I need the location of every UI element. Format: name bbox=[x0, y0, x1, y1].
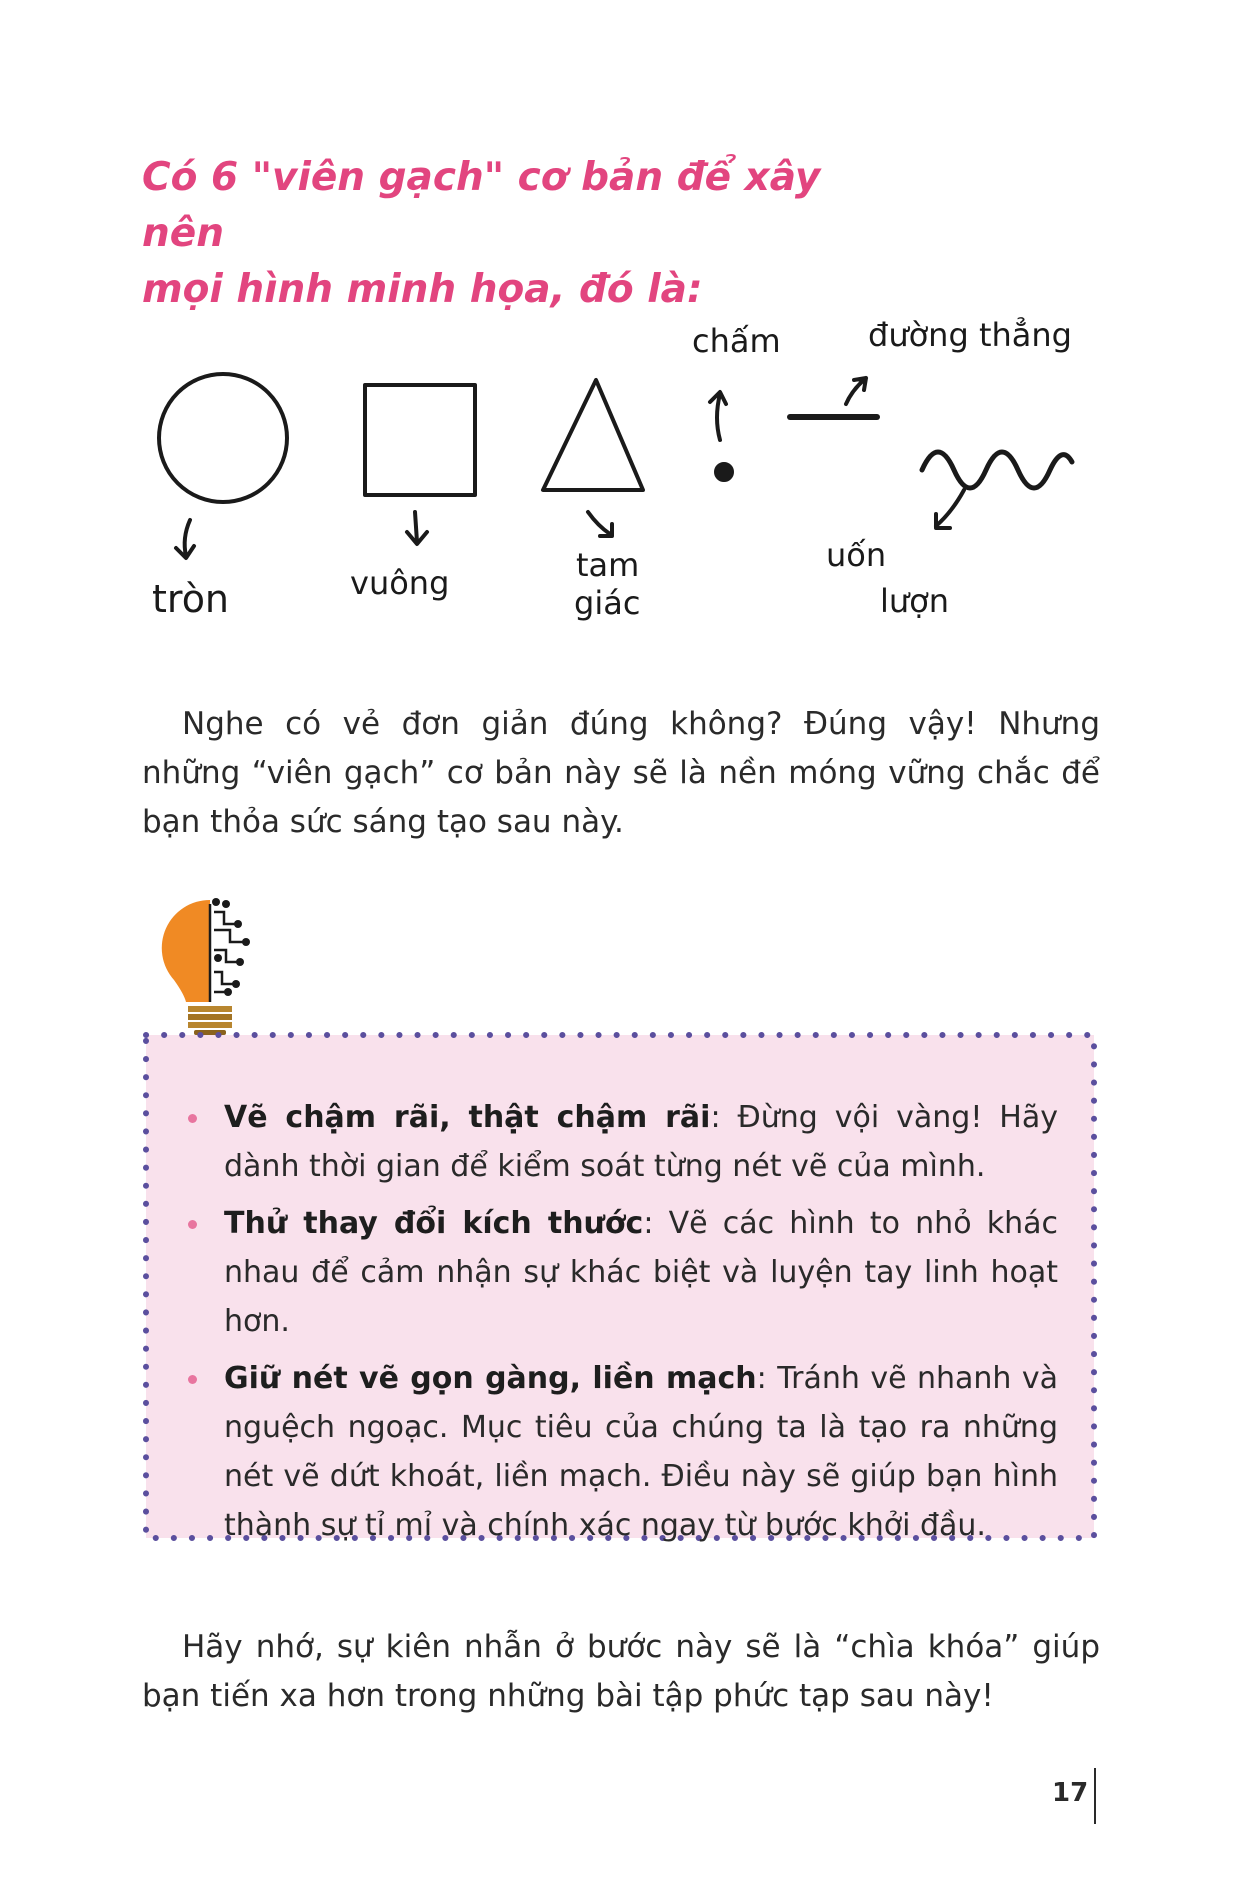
bullet-icon bbox=[188, 1114, 197, 1123]
wave-shape bbox=[922, 452, 1072, 488]
tip-bold: Giữ nét vẽ gọn gàng, liền mạch bbox=[224, 1361, 757, 1396]
dot-arrow bbox=[710, 392, 726, 440]
dot-label: chấm bbox=[692, 322, 781, 360]
closing-paragraph: Hãy nhớ, sự kiên nhẫn ở bước này sẽ là “chìa khóa” giúp bạn tiến xa hơn trong những bài tập phức tạp sau này! bbox=[142, 1629, 1100, 1714]
basic-shapes-illustration bbox=[140, 290, 1100, 660]
square-shape bbox=[365, 385, 475, 495]
square-arrow bbox=[407, 512, 427, 544]
triangle-label-2: giác bbox=[574, 584, 641, 622]
triangle-arrow bbox=[588, 512, 612, 536]
page-number-rule bbox=[1094, 1768, 1096, 1824]
page-number: 17 bbox=[1052, 1778, 1089, 1808]
heading-line-2: mọi hình minh họa, đó là: bbox=[142, 267, 703, 312]
bullet-icon bbox=[188, 1220, 197, 1229]
tip-text: : Vẽ các hình to nhỏ khác nhau để cảm nhận sự khác biệt và luyện tay linh hoạt hơn. bbox=[224, 1206, 1058, 1339]
bullet-icon bbox=[188, 1375, 197, 1384]
wave-arrow bbox=[936, 490, 964, 528]
circle-arrow bbox=[176, 520, 194, 558]
tip-text: : Tránh vẽ nhanh và nguệch ngoạc. Mục tiêu của chúng ta là tạo ra những nét vẽ dứt khoát, liền mạch. Điều này sẽ giúp bạn hình thành sự tỉ mỉ và chính xác ngay từ bước khởi đầu. bbox=[224, 1361, 1059, 1543]
wave-label-2: lượn bbox=[880, 582, 950, 620]
tips-box bbox=[146, 1035, 1094, 1543]
tip-item bbox=[146, 1354, 1094, 1550]
square-label: vuông bbox=[350, 564, 450, 602]
line-label: đường thẳng bbox=[868, 316, 1072, 354]
triangle-label-1: tam bbox=[576, 546, 640, 584]
tip-item bbox=[146, 1093, 1094, 1191]
heading-line-1: Có 6 "viên gạch" cơ bản để xây nên bbox=[142, 155, 821, 256]
tip-text: : Đừng vội vàng! Hãy dành thời gian để kiểm soát từng nét vẽ của mình. bbox=[224, 1100, 1058, 1184]
circle-label: tròn bbox=[152, 577, 230, 621]
wave-label-1: uốn bbox=[826, 536, 887, 574]
tip-item bbox=[146, 1199, 1094, 1346]
line-arrow bbox=[846, 378, 866, 404]
tip-bold: Vẽ chậm rãi, thật chậm rãi bbox=[224, 1100, 711, 1135]
dot-shape bbox=[716, 464, 732, 480]
triangle-shape bbox=[543, 380, 643, 490]
tips-list bbox=[146, 1093, 1094, 1558]
intro-paragraph: Nghe có vẻ đơn giản đúng không? Đúng vậy! Nhưng những “viên gạch” cơ bản này sẽ là nền móng vững chắc để bạn thỏa sức sáng tạo sau này. bbox=[142, 706, 1100, 840]
tip-bold: Thử thay đổi kích thước bbox=[224, 1206, 644, 1241]
lightbulb-circuit-icon bbox=[160, 898, 260, 1038]
circle-shape bbox=[159, 374, 287, 502]
